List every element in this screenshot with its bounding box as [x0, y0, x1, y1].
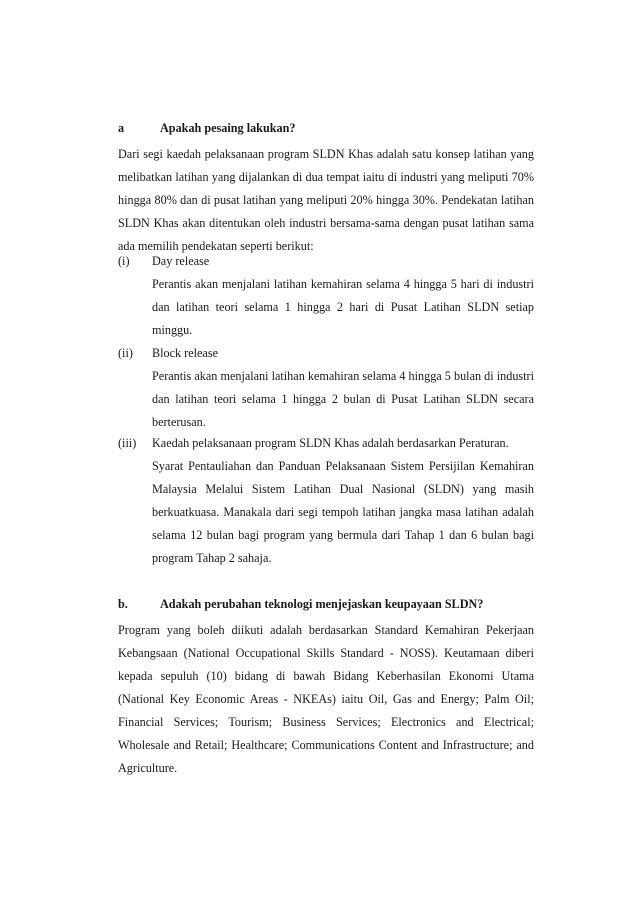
section-a-title: Apakah pesaing lakukan? — [160, 121, 296, 135]
item-iii-label: (iii) — [118, 436, 137, 450]
item-iii-body: Syarat Pentauliahan dan Panduan Pelaksanaan Sistem Persijilan Kemahiran Malaysia Melalui Sistem Latihan Dual Nasional (SLDN) yang masih berkuatkuasa. Manakala dari segi tempoh latihan jangka masa latihan adalah selama 12 bulan bagi program yang bermula dari Tahap 1 dan 6 bulan bagi program Tahap 2 sahaja. — [152, 459, 534, 565]
section-b-letter: b. — [118, 597, 128, 611]
item-iii-title: Kaedah pelaksanaan program SLDN Khas adalah berdasarkan Peraturan. — [152, 436, 509, 450]
section-a-heading — [118, 121, 534, 136]
item-i-title: Day release — [152, 254, 210, 268]
section-b-body: Program yang boleh diikuti adalah berdasarkan Standard Kemahiran Pekerjaan Kebangsaan (National Occupational Skills Standard - NOSS). Keutamaan diberi kepada sepuluh (10) bidang di bawah Bidang Keberhasilan Ekonomi Utama (National Key Economic Areas - NKEAs) iaitu Oil, Gas and Energy; Palm Oil; Financial Services; Tourism; Business Services; Electronics and Electrical; Wholesale and Retail; Healthcare; Communications Content and Infrastructure; and Agriculture. — [118, 623, 534, 775]
section-a-letter: a — [118, 121, 125, 135]
item-i-label: (i) — [118, 254, 130, 268]
section-b-title: Adakah perubahan teknologi menjejaskan keupayaan SLDN? — [160, 597, 484, 611]
item-i-body: Perantis akan menjalani latihan kemahiran selama 4 hingga 5 hari di industri dan latihan teori selama 1 hingga 2 hari di Pusat Latihan SLDN setiap minggu. — [152, 277, 534, 337]
item-ii-body: Perantis akan menjalani latihan kemahiran selama 4 hingga 5 bulan di industri dan latihan teori selama 1 hingga 2 bulan di Pusat Latihan SLDN secara berterusan. — [152, 369, 534, 429]
section-a-intro: Dari segi kaedah pelaksanaan program SLDN Khas adalah satu konsep latihan yang melibatkan latihan yang dijalankan di dua tempat iaitu di industri yang meliputi 70% hingga 80% dan di pusat latihan yang meliputi 20% hingga 30%. Pendekatan latihan SLDN Khas akan ditentukan oleh industri bersama-sama dengan pusat latihan sama ada memilih pendekatan seperti berikut: — [118, 147, 534, 253]
section-b-heading — [118, 597, 534, 612]
item-ii-label: (ii) — [118, 346, 133, 360]
item-ii-title: Block release — [152, 346, 218, 360]
